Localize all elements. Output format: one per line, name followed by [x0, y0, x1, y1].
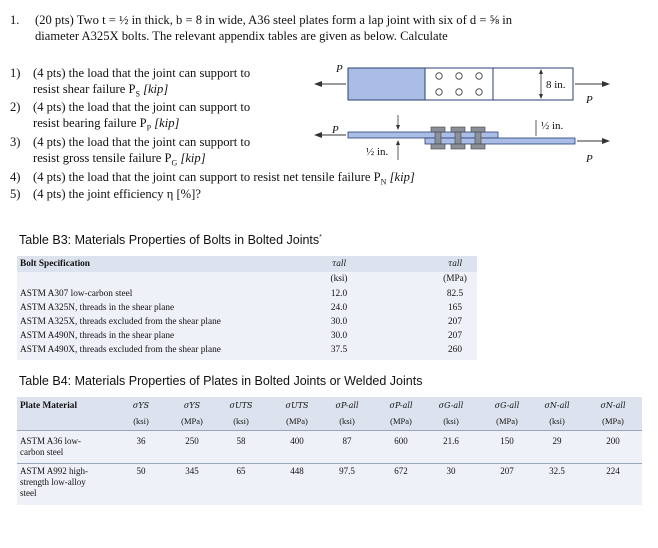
- table-b3: [17, 256, 477, 360]
- table-b4-cell: 21.6: [443, 436, 459, 446]
- bolt-hole: [476, 73, 482, 79]
- table-b4-row1-name-line3: steel: [20, 488, 37, 498]
- table-b4-col-symbol: σN-all: [600, 401, 626, 410]
- table-b3-col-spec: Bolt Specification: [20, 259, 90, 269]
- bolt-nut: [431, 144, 445, 149]
- force-label-left-top: P: [336, 63, 343, 75]
- table-b3-row-mpa: 207: [448, 317, 462, 327]
- thickness-arrowhead-top: [396, 125, 400, 130]
- arrowhead-left-top: [314, 81, 322, 87]
- force-label-right-bottom: P: [586, 153, 593, 165]
- table-b3-row-ksi: 30.0: [330, 317, 348, 327]
- table-b4-cell: 65: [236, 466, 246, 476]
- q5-number: 5): [10, 187, 21, 201]
- table-b4-col-unit: (MPa): [602, 416, 624, 426]
- table-b4-row0-name-line1: ASTM A36 low-: [20, 436, 82, 446]
- table-b4-title: Table B4: Materials Properties of Plates in Bolted Joints or Welded Joints: [19, 374, 423, 388]
- table-b4-divider: [17, 430, 642, 431]
- table-b4-col-unit: (ksi): [549, 416, 565, 426]
- q4-text: (4 pts) the load that the joint can support to resist net tensile failure $P_N$ [kip]: [33, 170, 415, 187]
- q3-text-line2: resist gross tensile failure $P_G$ [kip]: [33, 151, 206, 168]
- table-b4-col-unit: (MPa): [496, 416, 518, 426]
- table-b4-cell: 200: [606, 436, 620, 446]
- q1-number: 1): [10, 66, 21, 80]
- bolt-head: [471, 127, 485, 132]
- problem-number: 1.: [10, 13, 20, 27]
- table-b4-cell: 345: [185, 466, 199, 476]
- table-b4-cell: 150: [500, 436, 514, 446]
- table-b3-row-ksi: 37.5: [330, 345, 348, 355]
- bolt-shank: [455, 132, 461, 144]
- table-b4-col-symbol: σYS: [132, 401, 150, 410]
- q1-text-line2: resist shear failure $P_S$ [kip]: [33, 82, 169, 99]
- table-b4-cell: 30: [446, 466, 456, 476]
- table-b3-row-name: ASTM A490N, threads in the shear plane: [20, 331, 175, 341]
- table-b4-cell: 250: [185, 436, 199, 446]
- table-b3-row-mpa: 165: [448, 303, 462, 313]
- table-b4-cell: 224: [606, 466, 620, 476]
- table-b4-col-unit: (MPa): [286, 416, 308, 426]
- problem-intro-line2: diameter A325X bolts. The relevant appendix tables are given as below. Calculate: [35, 29, 448, 43]
- thickness-label-right: ½ in.: [541, 120, 564, 132]
- q5-text: (4 pts) the joint efficiency η [%]?: [33, 187, 201, 201]
- table-b4-col-unit: (ksi): [443, 416, 459, 426]
- bolt-side-views: [431, 127, 485, 149]
- thickness-label-bottom: ½ in.: [366, 146, 389, 158]
- bolt-nut: [451, 144, 465, 149]
- table-b4-col-unit: (MPa): [390, 416, 412, 426]
- table-b4-col-symbol: σYS: [183, 401, 201, 410]
- table-b4-col-unit: (ksi): [339, 416, 355, 426]
- table-b4-col-symbol: σP-all: [335, 401, 359, 410]
- table-b3-col-ksi-unit: (ksi): [330, 274, 348, 284]
- table-b4-cell: 448: [290, 466, 304, 476]
- table-b3-row-ksi: 24.0: [330, 303, 348, 313]
- table-b4-col-symbol: σG-all: [494, 401, 520, 410]
- bolt-hole: [456, 73, 462, 79]
- table-b3-row-name: ASTM A325X, threads excluded from the shear plane: [20, 317, 221, 327]
- arrowhead-right-bottom: [602, 138, 610, 144]
- bolt-head: [431, 127, 445, 132]
- table-b3-row-ksi: 12.0: [330, 289, 348, 299]
- table-b4-cell: 400: [290, 436, 304, 446]
- table-b4-divider: [17, 463, 642, 464]
- arrowhead-left-bottom: [314, 132, 322, 138]
- table-b3-row-mpa: 207: [448, 331, 462, 341]
- table-b4-row0-name-line2: carbon steel: [20, 447, 64, 457]
- table-b3-row-ksi: 30.0: [330, 331, 348, 341]
- table-b4-row1-name-line1: ASTM A992 high-: [20, 466, 89, 476]
- table-b4-cell: 97.5: [339, 466, 355, 476]
- table-b3-row-name: ASTM A307 low-carbon steel: [20, 289, 133, 299]
- table-b4-cell: 600: [394, 436, 408, 446]
- bolt-hole: [476, 89, 482, 95]
- table-b4-col-symbol: σG-all: [438, 401, 464, 410]
- table-b4-cell: 87: [342, 436, 352, 446]
- lap-joint-figure: [300, 60, 630, 180]
- q2-text-line1: (4 pts) the load that the joint can support to: [33, 100, 251, 114]
- thickness-arrowhead-bottom: [396, 140, 400, 145]
- bolt-hole: [436, 89, 442, 95]
- table-b4-cell: 207: [500, 466, 514, 476]
- table-b4: [17, 397, 642, 505]
- table-b4-row1-name-line2: strength low-alloy: [20, 477, 86, 487]
- force-label-left-bottom: P: [332, 124, 339, 136]
- bolt-hole: [456, 89, 462, 95]
- force-label-right-top: P: [586, 94, 593, 106]
- table-b4-cell: 58: [236, 436, 246, 446]
- problem-intro-line1: (20 pts) Two t = ½ in thick, b = 8 in wide, A36 steel plates form a lap joint with six of d = ⅝ in: [35, 13, 513, 27]
- table-b3-col-mpa-unit: (MPa): [443, 274, 467, 284]
- table-b4-col-unit: (ksi): [133, 416, 149, 426]
- q3-number: 3): [10, 135, 21, 149]
- q2-text-line2: resist bearing failure $P_P$ [kip]: [33, 116, 180, 133]
- table-b4-col-material: Plate Material: [20, 401, 78, 411]
- table-b4-col-unit: (MPa): [181, 416, 203, 426]
- table-b4-cell: 50: [136, 466, 146, 476]
- plate-side-view-lower: [425, 138, 575, 144]
- bolt-hole: [436, 73, 442, 79]
- table-b4-cell: 672: [394, 466, 408, 476]
- bolt-shank: [435, 132, 441, 144]
- table-b3-row-mpa: 260: [448, 345, 462, 355]
- arrowhead-right-top: [602, 81, 610, 87]
- table-b4-col-symbol: σUTS: [229, 401, 253, 410]
- table-b4-col-symbol: σP-all: [389, 401, 413, 410]
- bolt-nut: [471, 144, 485, 149]
- q1-text-line1: (4 pts) the load that the joint can support to: [33, 66, 251, 80]
- table-b4-col-unit: (ksi): [233, 416, 249, 426]
- q2-number: 2): [10, 100, 21, 114]
- table-b4-col-symbol: σN-all: [544, 401, 570, 410]
- table-b4-cell: 36: [136, 436, 146, 446]
- table-b3-row-name: ASTM A325N, threads in the shear plane: [20, 303, 175, 313]
- bolt-head: [451, 127, 465, 132]
- table-b4-cell: 29: [552, 436, 562, 446]
- q3-text-line1: (4 pts) the load that the joint can support to: [33, 135, 251, 149]
- table-b4-cell: 32.5: [549, 466, 565, 476]
- table-b3-row-name: ASTM A490X, threads excluded from the shear plane: [20, 345, 221, 355]
- table-b3-row-mpa: 82.5: [446, 289, 464, 299]
- table-b3-col-ksi-symbol: τall: [331, 259, 347, 268]
- q4-number: 4): [10, 170, 21, 184]
- width-label: 8 in.: [546, 79, 566, 91]
- table-b3-title: Table B3: Materials Properties of Bolts in Bolted Joints*: [19, 233, 322, 247]
- table-b4-col-symbol: σUTS: [285, 401, 309, 410]
- table-b3-col-mpa-symbol: τall: [447, 259, 463, 268]
- bolt-shank: [475, 132, 481, 144]
